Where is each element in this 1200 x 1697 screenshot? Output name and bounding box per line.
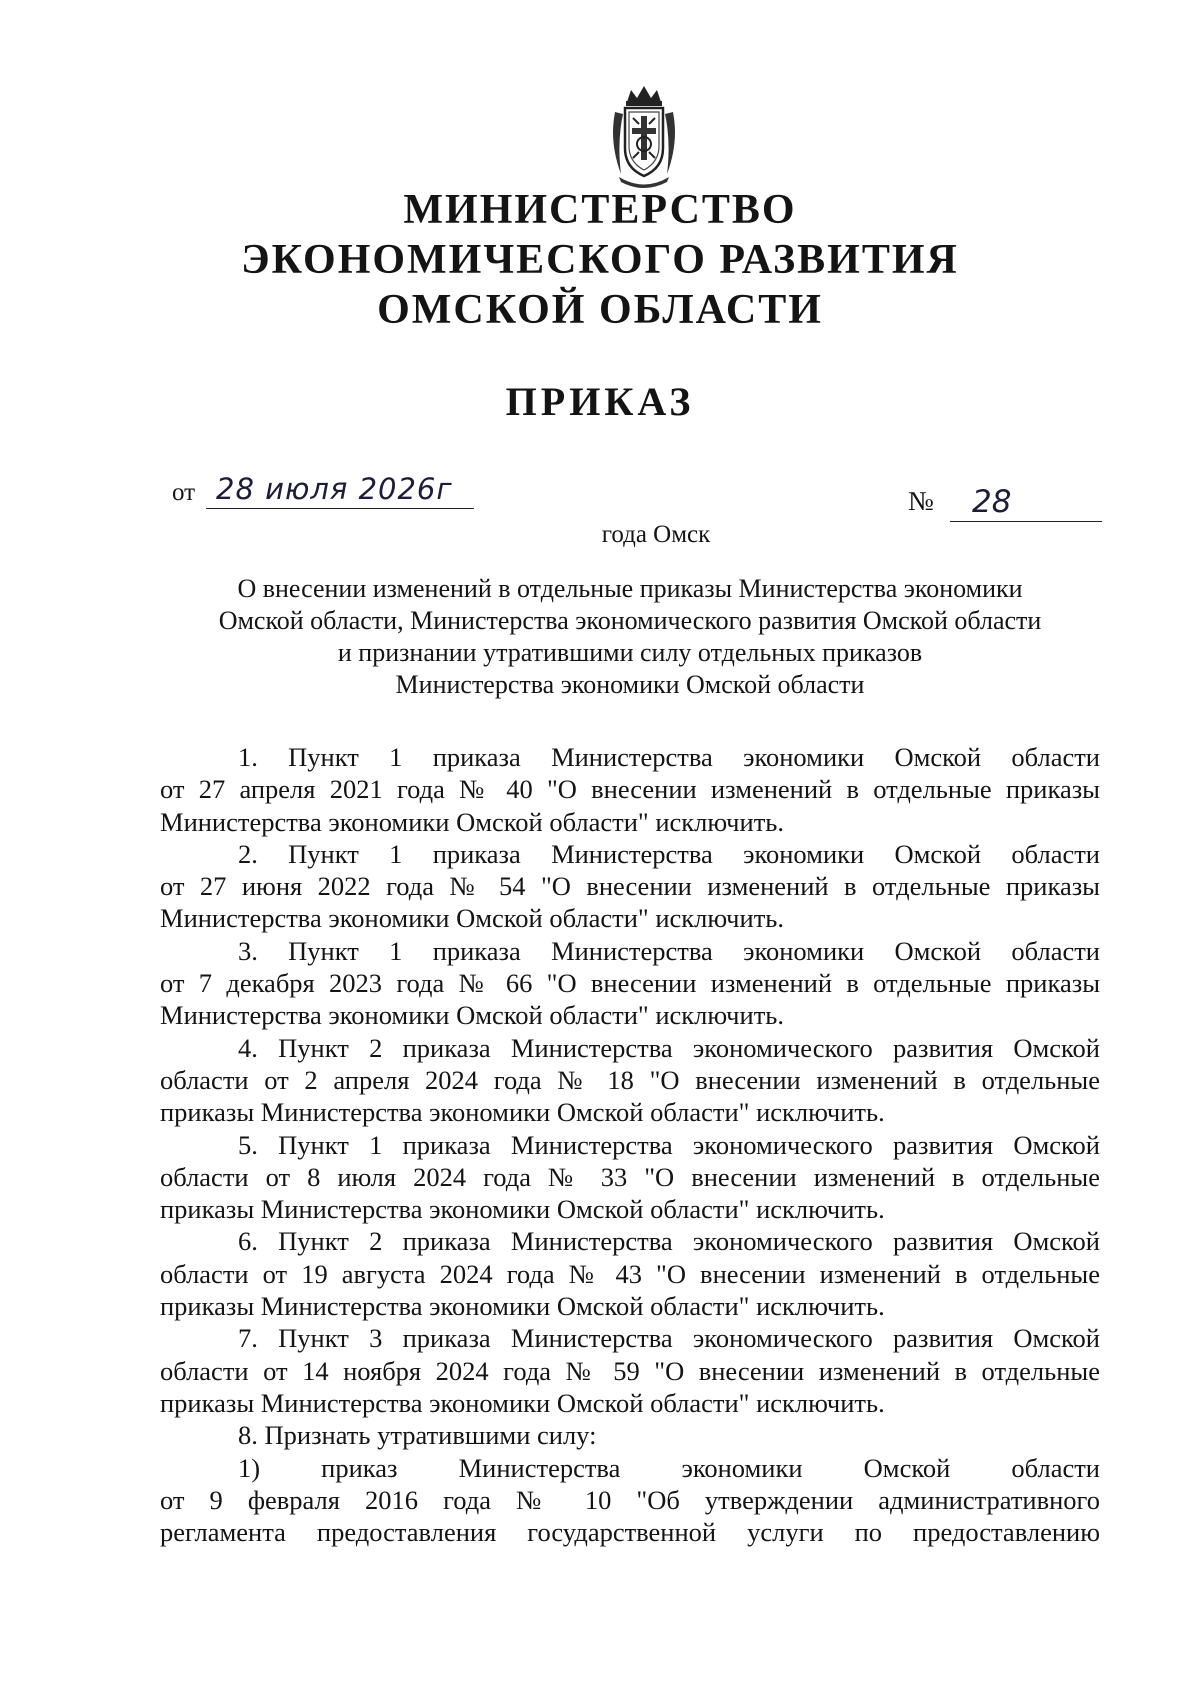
text-line: 3. Пункт 1 приказа Министерства экономики Омской области: [238, 935, 1100, 966]
order-item-8: [160, 1419, 1100, 1451]
text-line: области от 19 августа 2024 года № 43 "О внесении изменений в отдельные: [160, 1258, 1100, 1289]
text-line: 8. Признать утратившими силу:: [238, 1420, 597, 1451]
document-type-heading: ПРИКАЗ: [505, 379, 695, 424]
order-body: [160, 741, 1100, 1548]
handwritten-date: 28 июля 2026г: [216, 472, 453, 506]
order-title: [160, 573, 1100, 701]
order-item-6: [160, 1225, 1100, 1322]
text-line: области от 2 апреля 2024 года № 18 "О внесении изменений в отдельные: [160, 1064, 1100, 1095]
text-line: приказы Министерства экономики Омской области" исключить.: [160, 1387, 885, 1418]
number-prefix: №: [908, 486, 934, 516]
coat-of-arms-icon: [607, 82, 681, 188]
title-line: и признании утратившими силу отдельных приказов: [337, 638, 923, 667]
order-item-1: [160, 741, 1100, 838]
text-line: от 27 июня 2022 года № 54 "О внесении изменений в отдельные приказы: [160, 871, 1100, 902]
title-line: Омской области, Министерства экономического развития Омской области: [218, 606, 1042, 635]
text-line: Министерства экономики Омской области" исключить.: [160, 806, 784, 837]
text-line: регламента предоставления государственной услуги по предоставлению: [160, 1517, 1100, 1548]
text-line: приказы Министерства экономики Омской области" исключить.: [160, 1194, 885, 1225]
handwritten-number: 28: [972, 484, 1012, 520]
order-subitem-8-1: [160, 1452, 1100, 1549]
city-line: года Омск: [601, 521, 711, 548]
date-underline: [206, 508, 474, 509]
text-line: приказы Министерства экономики Омской области" исключить.: [160, 1097, 885, 1128]
text-line: от 7 декабря 2023 года № 66 "О внесении изменений в отдельные приказы: [160, 968, 1100, 999]
title-line: О внесении изменений в отдельные приказы Министерства экономики: [237, 574, 1023, 603]
text-line: Министерства экономики Омской области" исключить.: [160, 1000, 784, 1031]
text-line: от 9 февраля 2016 года № 10 "Об утверждении административного: [160, 1484, 1100, 1515]
text-line: 1) приказ Министерства экономики Омской области: [238, 1452, 1100, 1483]
text-line: приказы Министерства экономики Омской области" исключить.: [160, 1291, 885, 1322]
text-line: Министерства экономики Омской области" исключить.: [160, 903, 784, 934]
order-item-4: [160, 1032, 1100, 1129]
ministry-name-line-2: ЭКОНОМИЧЕСКОГО РАЗВИТИЯ: [241, 237, 959, 283]
text-line: от 27 апреля 2021 года № 40 "О внесении изменений в отдельные приказы: [160, 774, 1100, 805]
text-line: 1. Пункт 1 приказа Министерства экономики Омской области: [238, 742, 1100, 772]
title-line: Министерства экономики Омской области: [395, 670, 865, 699]
date-prefix: от: [172, 479, 196, 506]
order-item-5: [160, 1129, 1100, 1226]
text-line: 2. Пункт 1 приказа Министерства экономики Омской области: [238, 838, 1100, 869]
ministry-name-line-3: ОМСКОЙ ОБЛАСТИ: [377, 287, 823, 333]
order-item-7: [160, 1322, 1100, 1419]
text-line: области от 8 июля 2024 года № 33 "О внесении изменений в отдельные: [160, 1161, 1100, 1192]
order-item-2: [160, 838, 1100, 935]
text-line: 7. Пункт 3 приказа Министерства экономического развития Омской: [238, 1323, 1100, 1354]
text-line: 5. Пункт 1 приказа Министерства экономического развития Омской: [238, 1129, 1100, 1160]
text-line: 4. Пункт 2 приказа Министерства экономического развития Омской: [238, 1032, 1100, 1063]
text-line: 6. Пункт 2 приказа Министерства экономического развития Омской: [238, 1226, 1100, 1257]
ministry-name-line-1: МИНИСТЕРСТВО: [403, 187, 797, 233]
text-line: области от 14 ноября 2024 года № 59 "О внесении изменений в отдельные: [160, 1355, 1100, 1386]
order-item-3: [160, 935, 1100, 1032]
